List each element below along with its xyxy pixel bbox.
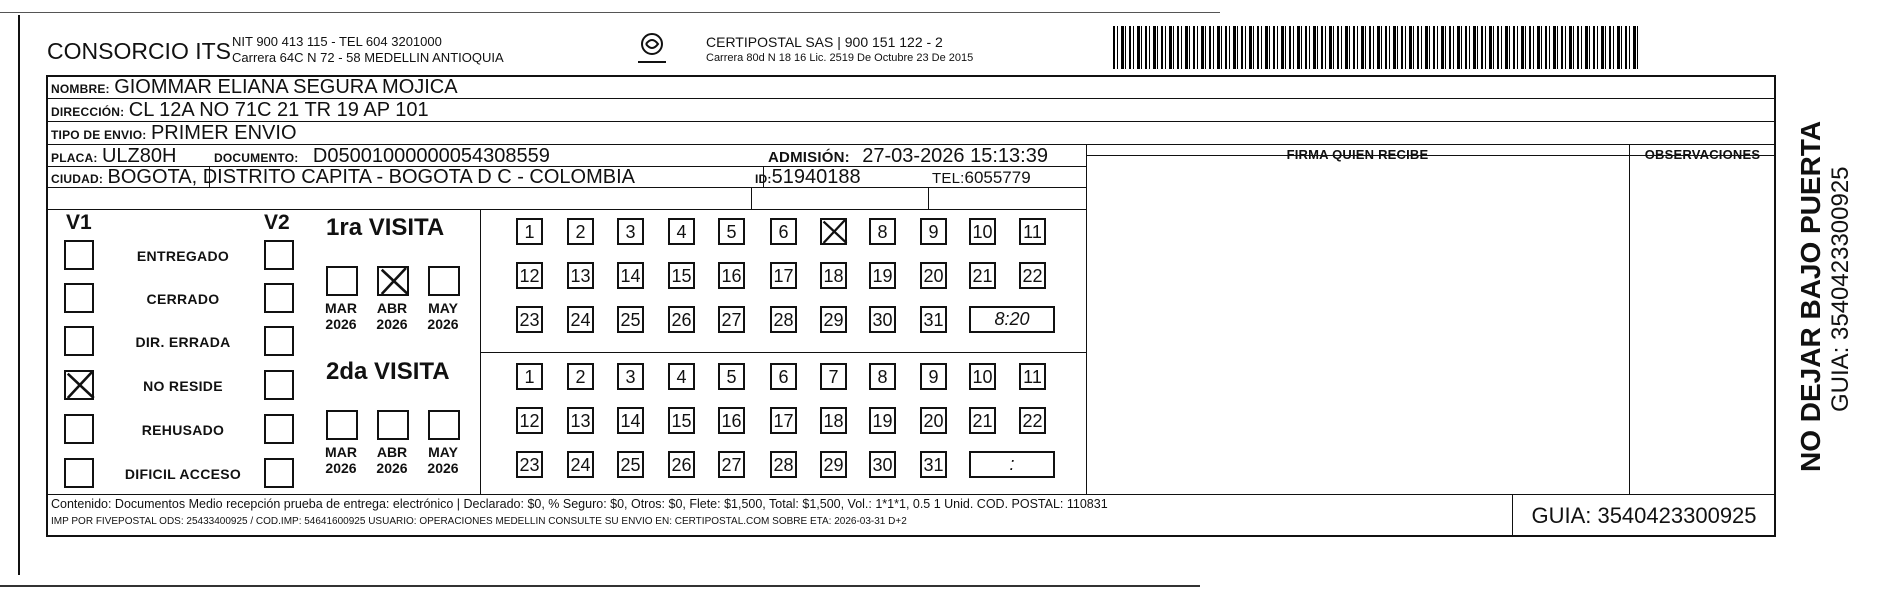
carrier-line: CERTIPOSTAL SAS | 900 151 122 - 2 bbox=[706, 34, 943, 50]
day-box[interactable]: 24 bbox=[567, 306, 594, 333]
day-box[interactable]: 13 bbox=[567, 407, 594, 434]
month-checkbox[interactable] bbox=[377, 410, 409, 440]
tipo-envio-label: TIPO DE ENVIO: bbox=[51, 128, 147, 142]
status-label: NO RESIDE bbox=[143, 378, 223, 394]
day-box[interactable]: 17 bbox=[770, 262, 797, 289]
day-box[interactable]: 31 bbox=[920, 451, 947, 478]
barcode bbox=[1113, 26, 1639, 69]
nit-line: NIT 900 413 115 - TEL 604 3201000 bbox=[232, 34, 442, 49]
month-label: MAY 2026 bbox=[427, 300, 459, 332]
day-box[interactable]: 9 bbox=[920, 363, 947, 390]
tipo-envio-row bbox=[51, 122, 297, 145]
v2-checkbox[interactable] bbox=[264, 326, 294, 356]
day-box[interactable]: 10 bbox=[969, 363, 996, 390]
day-box[interactable]: 5 bbox=[718, 363, 745, 390]
day-box[interactable]: 18 bbox=[820, 262, 847, 289]
day-box[interactable]: 14 bbox=[617, 407, 644, 434]
day-box[interactable]: 9 bbox=[920, 218, 947, 245]
tipo-envio-value: PRIMER ENVIO bbox=[150, 122, 297, 144]
v1-checkbox[interactable] bbox=[64, 326, 94, 356]
carrier-address: Carrera 80d N 18 16 Lic. 2519 De Octubre 23 De 2015 bbox=[706, 52, 974, 64]
day-box[interactable]: 17 bbox=[770, 407, 797, 434]
ciudad-label: CIUDAD: bbox=[51, 172, 104, 186]
observaciones-label: OBSERVACIONES bbox=[1644, 147, 1761, 162]
day-box[interactable]: 29 bbox=[820, 451, 847, 478]
v1-checkbox[interactable] bbox=[64, 240, 94, 270]
time-box[interactable]: 8:20 bbox=[969, 306, 1055, 333]
day-box[interactable]: 5 bbox=[718, 218, 745, 245]
day-box[interactable]: 27 bbox=[718, 451, 745, 478]
day-box[interactable]: 10 bbox=[969, 218, 996, 245]
status-label: REHUSADO bbox=[141, 422, 225, 438]
day-box[interactable]: 28 bbox=[770, 451, 797, 478]
first-visit-title: 1ra VISITA bbox=[326, 214, 445, 241]
day-box[interactable]: 8 bbox=[869, 218, 896, 245]
time-box[interactable]: : bbox=[969, 451, 1055, 478]
admision-label: ADMISIÓN: bbox=[768, 149, 850, 166]
month-checkbox[interactable] bbox=[428, 410, 460, 440]
day-box[interactable]: 22 bbox=[1019, 262, 1046, 289]
day-box[interactable]: 23 bbox=[516, 306, 543, 333]
day-box[interactable]: 19 bbox=[869, 262, 896, 289]
placa-row bbox=[51, 145, 176, 168]
v2-checkbox[interactable] bbox=[264, 458, 294, 488]
v1-checkbox[interactable] bbox=[64, 414, 94, 444]
month-label: MAY 2026 bbox=[427, 444, 459, 476]
direccion-value: CL 12A NO 71C 21 TR 19 AP 101 bbox=[128, 99, 429, 121]
day-box[interactable]: 16 bbox=[718, 407, 745, 434]
direccion-row bbox=[51, 99, 429, 122]
admision-row bbox=[768, 145, 1048, 168]
footer-guia: GUIA: 3540423300925 bbox=[1531, 503, 1757, 528]
certipostal-logo-icon bbox=[632, 30, 672, 68]
day-box[interactable]: 3 bbox=[617, 218, 644, 245]
scan-edge-mark bbox=[0, 15, 20, 575]
day-box[interactable]: 26 bbox=[668, 451, 695, 478]
nombre-row bbox=[51, 76, 458, 99]
v2-checkbox[interactable] bbox=[264, 283, 294, 313]
tel-row bbox=[932, 168, 1031, 188]
month-label: MAR 2026 bbox=[325, 444, 357, 476]
placa-label: PLACA: bbox=[51, 151, 98, 165]
day-box[interactable]: 6 bbox=[770, 218, 797, 245]
month-label: MAR 2026 bbox=[325, 300, 357, 332]
day-box[interactable]: 12 bbox=[516, 407, 543, 434]
documento-value: D05001000000054308559 bbox=[312, 145, 550, 167]
month-checkbox[interactable] bbox=[428, 266, 460, 296]
day-box[interactable]: 30 bbox=[869, 451, 896, 478]
day-box[interactable]: 8 bbox=[869, 363, 896, 390]
day-box[interactable] bbox=[820, 218, 847, 245]
nombre-label: NOMBRE: bbox=[51, 82, 110, 96]
documento-label: DOCUMENTO: bbox=[214, 151, 299, 165]
month-checkbox[interactable] bbox=[377, 266, 409, 296]
v1-checkbox[interactable] bbox=[64, 283, 94, 313]
day-box[interactable]: 6 bbox=[770, 363, 797, 390]
firma-label: FIRMA QUIEN RECIBE bbox=[1286, 147, 1429, 162]
day-box[interactable]: 24 bbox=[567, 451, 594, 478]
status-label: DIR. ERRADA bbox=[135, 334, 231, 350]
day-box[interactable]: 27 bbox=[718, 306, 745, 333]
day-box[interactable]: 20 bbox=[920, 407, 947, 434]
id-label: ID: bbox=[755, 172, 772, 186]
day-box[interactable]: 12 bbox=[516, 262, 543, 289]
company-name: CONSORCIO ITS bbox=[47, 38, 232, 64]
documento-row bbox=[214, 145, 550, 168]
id-row bbox=[755, 166, 861, 189]
month-label: ABR 2026 bbox=[376, 444, 408, 476]
day-box[interactable]: 7 bbox=[820, 363, 847, 390]
v1-checkbox[interactable] bbox=[64, 370, 94, 400]
v2-checkbox[interactable] bbox=[264, 414, 294, 444]
day-box[interactable]: 15 bbox=[668, 262, 695, 289]
day-box[interactable]: 19 bbox=[869, 407, 896, 434]
day-box[interactable]: 11 bbox=[1019, 218, 1046, 245]
status-label: DIFICIL ACCESO bbox=[124, 466, 242, 482]
day-box[interactable]: 28 bbox=[770, 306, 797, 333]
day-box[interactable]: 25 bbox=[617, 306, 644, 333]
day-box[interactable]: 2 bbox=[567, 363, 594, 390]
tel-label: TEL: bbox=[932, 170, 965, 187]
direccion-label: DIRECCIÓN: bbox=[51, 105, 125, 119]
second-visit-title: 2da VISITA bbox=[326, 358, 450, 385]
day-box[interactable]: 25 bbox=[617, 451, 644, 478]
day-box[interactable]: 31 bbox=[920, 306, 947, 333]
address-line: Carrera 64C N 72 - 58 MEDELLIN ANTIOQUIA bbox=[232, 50, 504, 65]
status-label: CERRADO bbox=[146, 291, 220, 307]
scan-edge-mark bbox=[0, 12, 1220, 13]
scan-edge-mark bbox=[0, 585, 1200, 587]
v2-label: V2 bbox=[264, 211, 290, 234]
nombre-value: GIOMMAR ELIANA SEGURA MOJICA bbox=[114, 76, 458, 98]
day-box[interactable]: 3 bbox=[617, 363, 644, 390]
tel-value: 6055779 bbox=[964, 168, 1031, 187]
day-box[interactable]: 18 bbox=[820, 407, 847, 434]
day-box[interactable]: 11 bbox=[1019, 363, 1046, 390]
month-checkbox[interactable] bbox=[326, 266, 358, 296]
v2-checkbox[interactable] bbox=[264, 240, 294, 270]
day-box[interactable]: 22 bbox=[1019, 407, 1046, 434]
no-dejar-bajo-puerta: NO DEJAR BAJO PUERTA bbox=[1795, 120, 1826, 472]
status-label: ENTREGADO bbox=[136, 248, 230, 264]
day-box[interactable]: 20 bbox=[920, 262, 947, 289]
day-box[interactable]: 14 bbox=[617, 262, 644, 289]
day-box[interactable]: 16 bbox=[718, 262, 745, 289]
day-box[interactable]: 15 bbox=[668, 407, 695, 434]
day-box[interactable]: 23 bbox=[516, 451, 543, 478]
day-box[interactable]: 4 bbox=[668, 218, 695, 245]
v2-checkbox[interactable] bbox=[264, 370, 294, 400]
day-box[interactable]: 1 bbox=[516, 218, 543, 245]
day-box[interactable]: 21 bbox=[969, 262, 996, 289]
day-box[interactable]: 30 bbox=[869, 306, 896, 333]
ciudad-row bbox=[51, 166, 635, 189]
v1-checkbox[interactable] bbox=[64, 458, 94, 488]
footer-imp: IMP POR FIVEPOSTAL ODS: 25433400925 / COD.IMP: 54641600925 USUARIO: OPERACIONES MEDELLIN CONSULTE SU ENVIO EN: CERTIPOSTAL.COM SOBRE ETA: 2026-03-31 D+2 bbox=[51, 516, 907, 527]
id-value: 51940188 bbox=[771, 166, 861, 188]
day-box[interactable]: 21 bbox=[969, 407, 996, 434]
side-guia: GUIA: 3540423300925 bbox=[1827, 166, 1854, 412]
day-box[interactable]: 26 bbox=[668, 306, 695, 333]
month-checkbox[interactable] bbox=[326, 410, 358, 440]
day-box[interactable]: 29 bbox=[820, 306, 847, 333]
day-box[interactable]: 13 bbox=[567, 262, 594, 289]
day-box[interactable]: 4 bbox=[668, 363, 695, 390]
placa-value: ULZ80H bbox=[101, 145, 177, 167]
day-box[interactable]: 2 bbox=[567, 218, 594, 245]
footer-content: Contenido: Documentos Medio recepción prueba de entrega: electrónico | Declarado: $0, % Seguro: $0, Otros: $0, Flete: $1,500, Total: $1,500, Vol.: 1*1*1, 0.5 1 Unid. COD. POSTAL: 110831 bbox=[51, 497, 1108, 511]
month-label: ABR 2026 bbox=[376, 300, 408, 332]
admision-value: 27-03-2026 15:13:39 bbox=[862, 145, 1048, 167]
day-box[interactable]: 1 bbox=[516, 363, 543, 390]
v1-label: V1 bbox=[66, 211, 92, 234]
ciudad-value: BOGOTA, DISTRITO CAPITA - BOGOTA D C - COLOMBIA bbox=[107, 166, 635, 188]
